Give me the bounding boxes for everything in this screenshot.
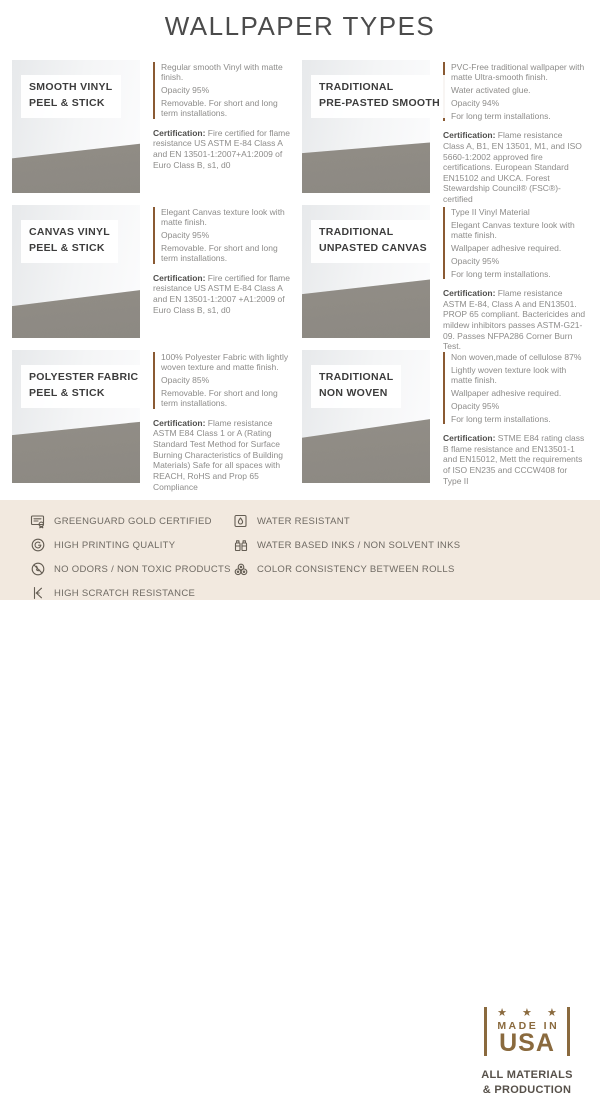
certification-block	[443, 130, 586, 204]
wallpaper-sample-image	[302, 60, 440, 193]
wallpaper-type-label-line: TRADITIONAL	[319, 226, 394, 238]
certification-label: Certification:	[443, 288, 496, 299]
wallpaper-type-label-line: SMOOTH VINYL	[29, 81, 113, 93]
certification-text: Flame resistance ASTM E-84, Class A and EN13501. PROP 65 compliant. Bactericides and mildew inhibitors passes ASTM-G21-09. Passes NFPA286 Corner Burn Test.	[443, 288, 586, 352]
page-title: WALLPAPER TYPES	[164, 11, 436, 41]
feature-label: COLOR CONSISTENCY BETWEEN ROLLS	[257, 563, 455, 575]
feature-item	[30, 537, 231, 553]
description-line: For long term installations.	[451, 413, 551, 424]
wallpaper-type-label-line: PRE-PASTED SMOOTH	[319, 96, 440, 109]
panel-text	[153, 350, 296, 492]
water-based-inks-icon	[233, 537, 249, 553]
feature-label: WATER RESISTANT	[257, 515, 350, 527]
feature-item	[233, 513, 460, 529]
wallpaper-type-label	[311, 220, 435, 263]
certification-text: STME E84 rating class B flame resistance and EN13501-1 and EN15012, Mett the requirements of ISO EN235 and CCCW408 for Type II	[443, 433, 585, 486]
description-block	[443, 62, 586, 121]
description-line: Wallpaper adhesive required.	[451, 243, 562, 254]
description-line: PVC-Free traditional wallpaper with matte Ultra-smooth finish.	[451, 62, 585, 83]
panel-text	[443, 60, 586, 205]
wallpaper-type-label-line: POLYESTER FABRIC	[29, 371, 139, 383]
feature-item	[233, 561, 460, 577]
wallpaper-panel	[302, 60, 590, 205]
description-line: Type II Vinyl Material	[451, 207, 530, 217]
certification-block	[153, 128, 296, 171]
certification-label: Certification:	[153, 417, 206, 428]
color-consistency-icon	[233, 561, 249, 577]
feature-label: HIGH SCRATCH RESISTANCE	[54, 587, 196, 599]
description-line: 100% Polyester Fabric with lightly woven texture and matte finish.	[161, 352, 289, 373]
description-line: Wallpaper adhesive required.	[451, 388, 562, 399]
wallpaper-type-label-line: PEEL & STICK	[29, 96, 105, 109]
wallpaper-type-label	[21, 220, 118, 263]
made-in-usa-badge	[462, 1007, 592, 1099]
panel-text	[443, 350, 586, 486]
certification-text: Fire certified for flame resistance US ASTM E-84 Class A and EN 13501-1:2007+A1:2009 of Euro Class B, s1, d0	[153, 127, 290, 170]
panel-text	[153, 60, 296, 170]
wallpaper-type-label	[21, 365, 146, 408]
wallpaper-sample-image	[302, 205, 430, 338]
greenguard-certificate-icon	[30, 513, 46, 529]
description-line: Elegant Canvas texture look with matte finish.	[451, 219, 575, 241]
tagline-line-1: ALL MATERIALS	[481, 1069, 573, 1082]
scratch-resistance-icon	[30, 585, 46, 601]
certification-text: Fire certified for flame resistance US ASTM E-84 Class A and EN 13501-1:2007 +A1:2009 of Euro Class B, s1, d0	[153, 272, 290, 315]
footer-column-middle	[233, 513, 460, 585]
wallpaper-panel	[302, 205, 590, 350]
description-line: Opacity 95%	[161, 230, 210, 241]
description-line: Lightly woven texture look with matte finish.	[451, 364, 567, 386]
feature-label: GREENGUARD GOLD CERTIFIED	[54, 515, 212, 527]
wallpaper-type-label	[311, 75, 448, 118]
wallpaper-type-label-line: NON WOVEN	[319, 386, 388, 399]
panels-grid	[12, 60, 590, 495]
feature-item	[233, 537, 460, 553]
description-line: For long term installations.	[451, 110, 551, 121]
certification-block	[153, 418, 296, 492]
description-line: Removable. For short and long term installations.	[161, 388, 278, 409]
description-block	[443, 207, 586, 279]
wallpaper-type-label	[311, 365, 401, 408]
feature-label: HIGH PRINTING QUALITY	[54, 539, 176, 551]
certification-text: Flame resistance Class A, B1, EN 13501, M1, and ISO 5660-1:2002 approved fire certifications. European Standard EN15102 and UKCA. Forest Stewardship Council® (FSC®)-certified	[443, 130, 582, 205]
panel-text	[443, 205, 586, 352]
usa-text: USA	[499, 1029, 555, 1058]
feature-item	[30, 561, 231, 577]
wallpaper-panel	[12, 350, 302, 495]
wallpaper-sample-image	[12, 60, 140, 193]
footer-column-left	[30, 513, 231, 609]
wallpaper-sample-image	[12, 350, 140, 483]
description-line: Opacity 95%	[451, 400, 500, 411]
feature-item	[30, 585, 231, 601]
certification-label: Certification:	[443, 130, 496, 141]
feature-label: WATER BASED INKS / NON SOLVENT INKS	[257, 539, 461, 551]
description-block	[443, 352, 586, 424]
wallpaper-sample-image	[12, 205, 140, 338]
feature-item	[30, 513, 231, 529]
panel-text	[153, 205, 296, 315]
description-line: Opacity 95%	[161, 85, 210, 96]
certification-block	[443, 288, 586, 352]
description-line: Removable. For short and long term installations.	[161, 98, 278, 119]
stars-icon: ★ ★ ★	[497, 1007, 563, 1019]
description-line: Opacity 95%	[451, 255, 500, 266]
description-line: Regular smooth Vinyl with matte finish.	[161, 62, 283, 83]
description-line: Water activated glue.	[451, 85, 531, 96]
description-line: Elegant Canvas texture look with matte finish.	[161, 207, 285, 228]
tagline-line-2: & PRODUCTION	[482, 1084, 572, 1097]
description-block	[153, 352, 296, 409]
wallpaper-type-label-line: TRADITIONAL	[319, 81, 394, 93]
footer	[0, 500, 600, 1097]
description-line: Removable. For short and long term installations.	[161, 243, 278, 264]
logo-right-bar	[567, 1007, 570, 1056]
description-block	[153, 207, 296, 264]
wallpaper-panel	[302, 350, 590, 495]
wallpaper-type-label-line: TRADITIONAL	[319, 371, 394, 383]
wallpaper-type-label-line: PEEL & STICK	[29, 386, 105, 399]
description-line: Opacity 94%	[451, 98, 500, 109]
wallpaper-panel	[12, 205, 302, 350]
made-in-usa-logo	[484, 1007, 570, 1056]
wallpaper-type-label-line: CANVAS VINYL	[29, 226, 110, 238]
water-resistant-icon	[233, 513, 249, 529]
description-block	[153, 62, 296, 119]
no-odors-icon	[30, 561, 46, 577]
usa-tagline	[462, 1068, 592, 1099]
wallpaper-type-label-line: PEEL & STICK	[29, 241, 105, 254]
certification-block	[443, 433, 586, 486]
certification-label: Certification:	[153, 127, 206, 138]
made-in-text: MADE IN	[497, 1020, 560, 1033]
certification-block	[153, 273, 296, 316]
wallpaper-type-label	[21, 75, 121, 118]
wallpaper-type-label-line: UNPASTED CANVAS	[319, 241, 427, 254]
description-line: Opacity 85%	[161, 375, 210, 386]
feature-label: NO ODORS / NON TOXIC PRODUCTS	[54, 563, 231, 575]
description-line: For long term installations.	[451, 268, 551, 279]
wallpaper-panel	[12, 60, 302, 205]
certification-text: Flame resistance ASTM E84 Class 1 or A (Rating Standard Test Method for Surface Burning Characteristics of Building Materials) Safe for all spaces with REACH, RoHS and Prop 65 Compliance	[153, 417, 283, 492]
certification-label: Certification:	[153, 272, 206, 283]
certification-label: Certification:	[443, 433, 496, 444]
description-line: Non woven,made of cellulose 87%	[451, 352, 582, 362]
wallpaper-sample-image	[302, 350, 430, 483]
printing-quality-icon	[30, 537, 46, 553]
